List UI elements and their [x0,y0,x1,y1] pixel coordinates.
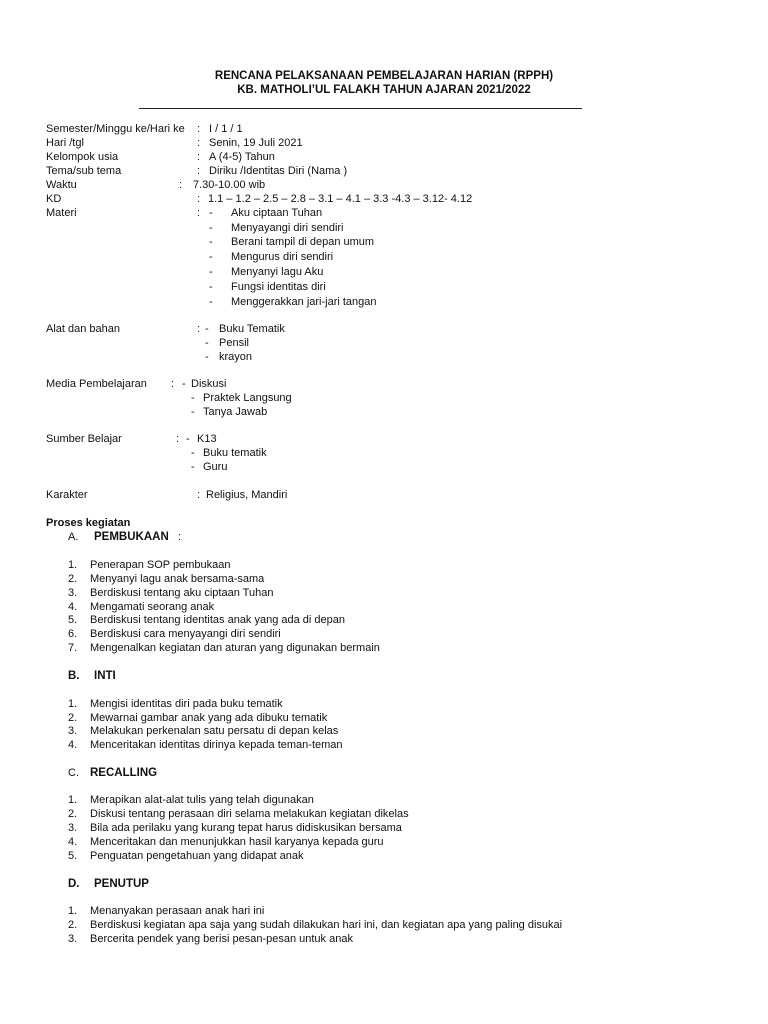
bullet-dash: - [209,296,213,308]
list-number: 4. [68,739,78,751]
info-value: 1.1 – 1.2 – 2.5 – 2.8 – 3.1 – 4.1 – 3.3 -4.3 – 3.12- 4.12 [208,193,473,205]
list-number: 4. [68,836,78,848]
list-item: Berdiskusi cara menyayangi diri sendiri [90,628,281,640]
bullet-dash: - [209,251,213,263]
list-number: 1. [68,794,78,806]
bullet-dash: - [186,433,190,445]
bullet-dash: - [205,337,209,349]
section-letter: C. [68,767,79,779]
list-number: 2. [68,919,78,931]
info-colon: : [179,179,183,191]
list-item: Mengurus diri sendiri [231,251,334,263]
info-label: Media Pembelajaran [46,378,147,390]
list-item: Mengisi identitas diri pada buku tematik [90,698,283,710]
list-number: 2. [68,808,78,820]
info-label: Hari /tgl [46,137,84,149]
list-item: Berani tampil di depan umum [231,236,375,248]
list-item: Berdiskusi tentang aku ciptaan Tuhan [90,587,274,599]
list-item: Melakukan perkenalan satu persatu di depan kelas [90,725,339,737]
section-title: PEMBUKAAN [94,531,169,543]
proses-heading: Proses kegiatan [46,517,131,529]
info-colon: : [197,137,201,149]
list-item: Berdiskusi tentang identitas anak yang ada di depan [90,614,346,626]
list-number: 3. [68,725,78,737]
list-item: Menyanyi lagu Aku [231,266,324,278]
info-label: Materi [46,207,77,219]
list-number: 1. [68,559,78,571]
list-item: Menceritakan identitas dirinya kepada teman-teman [90,739,343,751]
info-colon: : [176,433,180,445]
section-title: RECALLING [90,767,158,779]
bullet-dash: - [191,447,195,459]
info-colon: : [197,123,201,135]
list-item: Merapikan alat-alat tulis yang telah digunakan [90,794,314,806]
section-title: PENUTUP [94,878,149,890]
list-item: Penerapan SOP pembukaan [90,559,231,571]
info-colon: : [197,165,201,177]
bullet-dash: - [209,236,213,248]
document-title-line2: KB. MATHOLI’UL FALAKH TAHUN AJARAN 2021/2022 [237,84,531,96]
section-letter: D. [68,878,80,890]
bullet-dash: - [191,461,195,473]
info-label: Kelompok usia [46,151,119,163]
info-value: Diriku /Identitas Diri (Nama ) [209,165,348,177]
list-number: 6. [68,628,78,640]
list-number: 1. [68,905,78,917]
list-item: Menyanyi lagu anak bersama-sama [90,573,265,585]
info-value: Senin, 19 Juli 2021 [209,137,303,149]
list-number: 7. [68,642,78,654]
bullet-dash: - [205,323,209,335]
info-label: Semester/Minggu ke/Hari ke [46,123,185,135]
info-colon: : [197,323,201,335]
list-item: Diskusi [191,378,227,390]
info-value: I / 1 / 1 [209,123,243,135]
list-number: 1. [68,698,78,710]
list-number: 5. [68,614,78,626]
list-number: 2. [68,712,78,724]
bullet-dash: - [182,378,186,390]
document-title-line1: RENCANA PELAKSANAAN PEMBELAJARAN HARIAN (RPPH) [214,70,554,82]
bullet-dash: - [209,281,213,293]
title-divider [139,108,582,109]
list-item: Berdiskusi kegiatan apa saja yang sudah dilakukan hari ini, dan kegiatan apa yang paling disukai [90,919,563,931]
info-label: KD [46,193,62,205]
list-number: 3. [68,587,78,599]
list-number: 5. [68,850,78,862]
section-letter: A. [68,531,79,543]
list-item: Fungsi identitas diri [231,281,326,293]
list-item: Menanyakan perasaan anak hari ini [90,905,265,917]
info-label: Tema/sub tema [46,165,122,177]
list-number: 4. [68,601,78,613]
list-item: Aku ciptaan Tuhan [231,207,323,219]
list-item: Menceritakan dan menunjukkan hasil karyanya kepada guru [90,836,384,848]
list-item: Diskusi tentang perasaan diri selama melakukan kegiatan dikelas [90,808,409,820]
info-value: A (4-5) Tahun [209,151,275,163]
bullet-dash: - [209,207,213,219]
list-item: Mengamati seorang anak [90,601,215,613]
info-colon: : [197,207,201,219]
list-item: Pensil [219,337,249,349]
info-label: Alat dan bahan [46,323,121,335]
list-number: 2. [68,573,78,585]
list-item: Bercerita pendek yang berisi pesan-pesan untuk anak [90,933,353,945]
bullet-dash: - [209,222,213,234]
list-item: Tanya Jawab [203,406,268,418]
info-value: Religius, Mandiri [206,489,288,501]
info-colon: : [197,489,201,501]
list-item: Menggerakkan jari-jari tangan [231,296,377,308]
section-letter: B. [68,670,80,682]
info-label: Waktu [46,179,77,191]
list-item: Bila ada perilaku yang kurang tepat harus didiskusikan bersama [90,822,402,834]
info-colon: : [197,151,201,163]
info-value: 7.30-10.00 wib [193,179,266,191]
info-colon: : [197,193,201,205]
list-item: K13 [197,433,217,445]
list-number: 3. [68,822,78,834]
list-item: Praktek Langsung [203,392,292,404]
info-colon: : [171,378,175,390]
bullet-dash: - [191,406,195,418]
list-item: Mewarnai gambar anak yang ada dibuku tematik [90,712,328,724]
list-item: Guru [203,461,228,473]
list-item: Menyayangi diri sendiri [231,222,344,234]
list-number: 3. [68,933,78,945]
bullet-dash: - [191,392,195,404]
section-title-colon: : [178,531,182,543]
info-label: Sumber Belajar [46,433,122,445]
list-item: Mengenalkan kegiatan dan aturan yang digunakan bermain [90,642,380,654]
list-item: Buku Tematik [219,323,285,335]
bullet-dash: - [209,266,213,278]
section-title: INTI [94,670,116,682]
bullet-dash: - [205,351,209,363]
list-item: krayon [219,351,253,363]
list-item: Buku tematik [203,447,267,459]
list-item: Penguatan pengetahuan yang didapat anak [90,850,304,862]
info-label: Karakter [46,489,88,501]
